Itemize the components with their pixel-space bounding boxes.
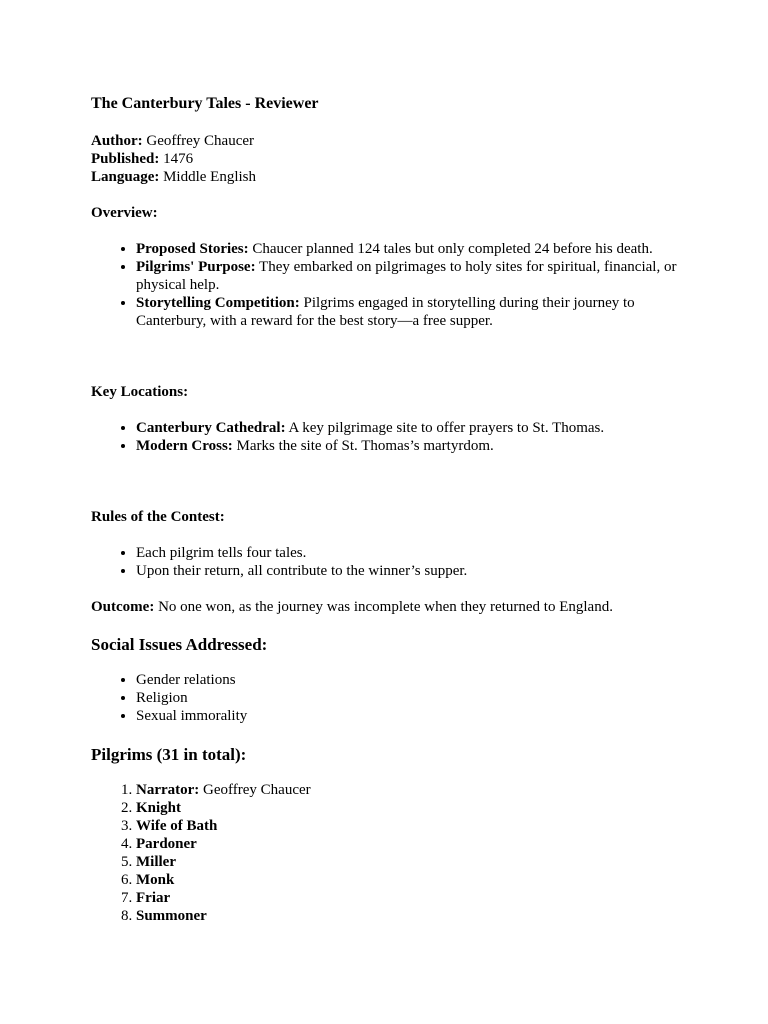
item-text: Pilgrims engaged in storytelling during their journey to Canterbury, with a reward for the best story—a free supper. [136,295,635,329]
list-item [136,907,681,925]
list-item [136,294,681,330]
item-text: A key pilgrimage site to offer prayers to St. Thomas. [285,420,605,436]
meta-label: Published: [91,151,160,167]
item-text: They embarked on pilgrimages to holy sites for spiritual, financial, or physical help. [136,259,677,293]
meta-published [91,150,681,168]
locations-list [91,419,681,455]
item-label: Pilgrims' Purpose: [136,259,256,275]
meta-label: Author: [91,133,143,149]
item-label: Wife of Bath [136,818,218,834]
item-label: Pardoner [136,836,197,852]
meta-value: 1476 [159,151,194,167]
section-heading-locations: Key Locations: [91,384,189,400]
item-label: Summoner [136,908,207,924]
section-heading-social: Social Issues Addressed: [91,635,268,654]
list-item: • Gender relations [136,671,681,689]
list-item [136,835,681,853]
item-text: Geoffrey Chaucer [199,782,311,798]
list-item: • Each pilgrim tells four tales. [136,544,681,562]
rules-list [91,544,681,580]
section-heading-pilgrims: Pilgrims (31 in total): [91,745,247,764]
list-item [136,889,681,907]
metadata-block [91,132,681,186]
list-item [136,871,681,889]
item-label: Canterbury Cathedral: [136,420,286,436]
item-label: Knight [136,800,182,816]
item-text: Marks the site of St. Thomas’s martyrdom. [232,438,494,454]
meta-language [91,168,681,186]
meta-value: Middle English [159,169,257,185]
social-issues-list [91,671,681,725]
item-label: Modern Cross: [136,438,233,454]
list-item [136,799,681,817]
meta-label: Language: [91,169,160,185]
list-item [136,258,681,294]
list-item [136,781,681,799]
list-item [136,817,681,835]
outcome-text: No one won, as the journey was incomplete when they returned to England. [154,599,613,615]
item-label: Monk [136,872,175,888]
list-item: • Sexual immorality [136,707,681,725]
list-item [136,419,681,437]
item-label: Miller [136,854,176,870]
item-label: Proposed Stories: [136,241,249,257]
item-label: Friar [136,890,171,906]
document-title: The Canterbury Tales - Reviewer [91,95,319,112]
item-text: Chaucer planned 124 tales but only completed 24 before his death. [248,241,653,257]
list-item: • Religion [136,689,681,707]
outcome-label: Outcome: [91,599,155,615]
document-body [91,94,681,925]
list-item: • Upon their return, all contribute to the winner’s supper. [136,562,681,580]
section-heading-overview: Overview: [91,205,158,221]
item-label: Narrator: [136,782,200,798]
list-item [136,437,681,455]
list-item [136,240,681,258]
item-label: Storytelling Competition: [136,295,300,311]
meta-author [91,132,681,150]
pilgrims-list [91,781,681,925]
meta-value: Geoffrey Chaucer [142,133,255,149]
list-item [136,853,681,871]
outcome-paragraph [91,598,681,616]
section-heading-rules: Rules of the Contest: [91,509,225,525]
overview-list [91,240,681,330]
